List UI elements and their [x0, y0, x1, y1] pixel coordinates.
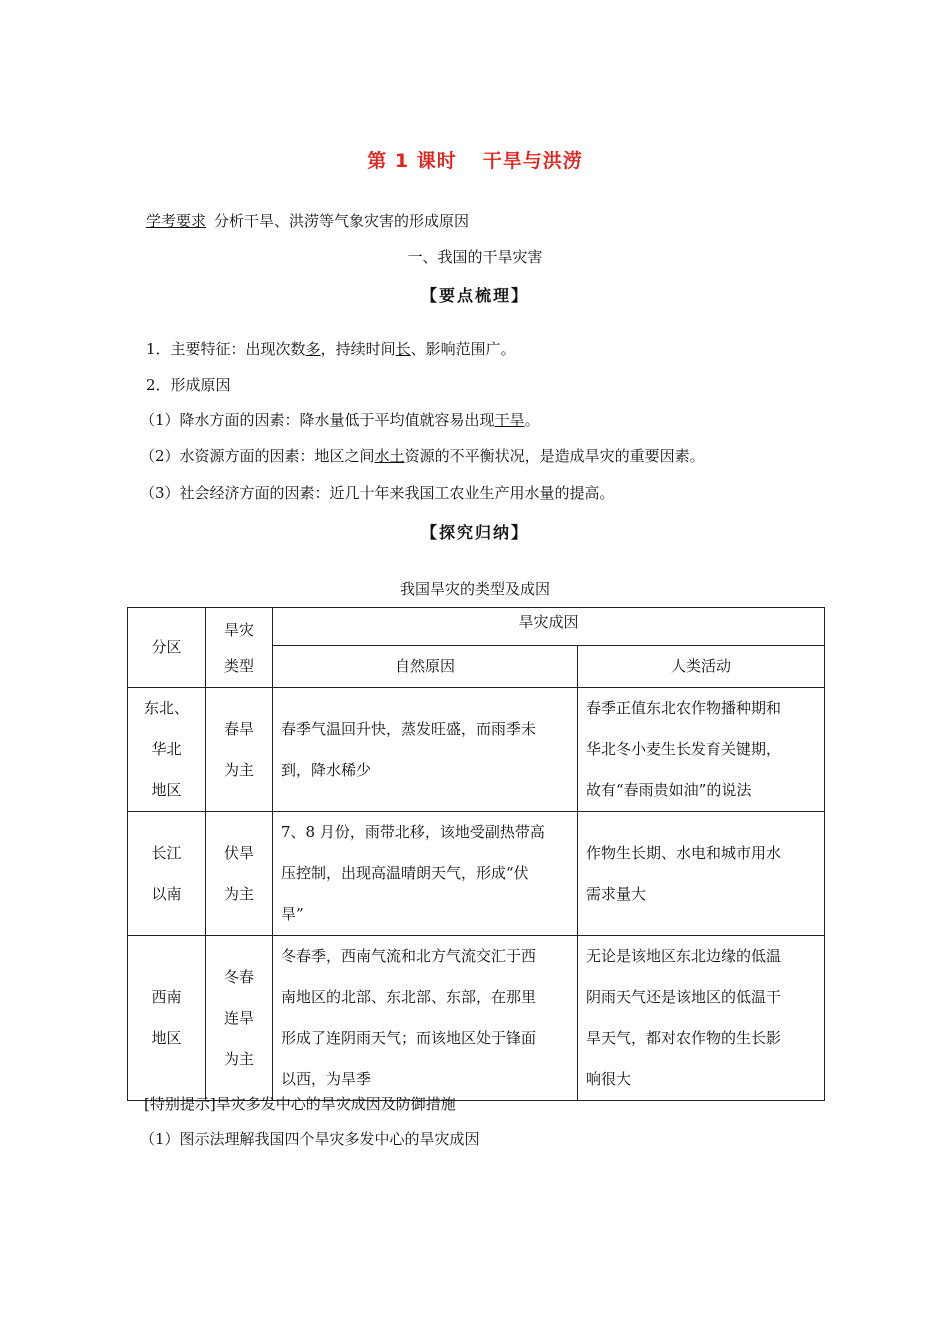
requirement-label: 学考要求	[146, 212, 207, 230]
point-2-2	[140, 445, 705, 466]
requirement-text: 分析干旱、洪涝等气象灾害的形成原因	[214, 212, 470, 230]
point-1-text-a: 1．主要特征：出现次数	[146, 340, 306, 358]
cell-natural	[273, 812, 578, 936]
exam-requirement	[146, 210, 469, 231]
natural-line: 7、8 月份，雨带北移，该地受副热带高	[281, 823, 545, 841]
table-header-row	[128, 608, 825, 646]
region-line: 长江	[151, 843, 182, 862]
region-line: 以南	[151, 884, 182, 903]
human-line: 旱天气，都对农作物的生长影	[586, 1029, 782, 1047]
point-1-text-c: ，持续时间	[320, 340, 396, 358]
header-type-line-2: 类型	[223, 656, 254, 675]
special-tip-item: （1）图示法理解我国四个旱灾多发中心的旱灾成因	[140, 1130, 480, 1148]
inquiry-heading: 【探究归纳】	[420, 523, 529, 542]
point-2-2-text: （2）水资源方面的因素：地区之间	[140, 447, 375, 465]
cell-region	[128, 936, 206, 1101]
point-2-2-end: 资源的不平衡状况，是造成旱灾的重要因素。	[404, 447, 705, 465]
human-line: 作物生长期、水电和城市用水	[586, 843, 782, 862]
type-line: 连旱	[223, 1008, 254, 1027]
type-line: 伏旱	[223, 843, 254, 862]
natural-line: 压控制，出现高温晴朗天气，形成“伏	[281, 864, 529, 882]
region-line: 东北、	[143, 699, 189, 717]
type-line: 冬春	[223, 967, 254, 986]
point-2-3: （3）社会经济方面的因素：近几十年来我国工农业生产用水量的提高。	[140, 484, 615, 502]
cell-type	[206, 936, 273, 1101]
natural-line: 南地区的北部、东北部、东部，在那里	[281, 988, 537, 1006]
type-line: 为主	[223, 1049, 254, 1068]
cell-type	[206, 812, 273, 936]
type-line: 为主	[223, 760, 254, 779]
point-1	[146, 338, 516, 359]
cell-natural	[273, 936, 578, 1101]
region-line: 地区	[151, 1029, 182, 1047]
header-human: 人类活动	[578, 646, 825, 688]
natural-line: 以西，为旱季	[281, 1070, 372, 1088]
title-lesson: 第 1 课时	[367, 150, 457, 172]
table-row	[128, 936, 825, 1101]
cell-human	[578, 812, 825, 936]
cell-natural	[273, 688, 578, 812]
point-2-2-blank: 水土	[374, 447, 405, 465]
point-2: 2．形成原因	[146, 376, 231, 394]
natural-line: 旱”	[281, 905, 304, 923]
natural-line: 到，降水稀少	[281, 760, 372, 779]
header-natural: 自然原因	[273, 646, 578, 688]
point-2-1-blank: 干旱	[494, 411, 525, 429]
natural-line: 春季气温回升快，蒸发旺盛，而雨季未	[281, 719, 537, 738]
human-line: 无论是该地区东北边缘的低温	[586, 947, 782, 965]
key-points-heading: 【要点梳理】	[420, 286, 529, 305]
point-2-1-text: （1）降水方面的因素：降水量低于平均值就容易出现	[140, 411, 495, 429]
region-line: 西南	[151, 988, 182, 1006]
header-region: 分区	[128, 608, 206, 688]
point-2-1	[140, 409, 540, 430]
cell-human	[578, 688, 825, 812]
human-line: 华北冬小麦生长发育关键期，	[586, 740, 782, 758]
table-caption: 我国旱灾的类型及成因	[399, 580, 550, 598]
header-cause: 旱灾成因	[273, 608, 825, 646]
point-2-1-end: 。	[524, 411, 540, 429]
title-topic: 干旱与洪涝	[482, 150, 583, 172]
cell-type	[206, 688, 273, 812]
cell-region	[128, 812, 206, 936]
header-type	[206, 608, 273, 688]
point-1-text-e: 、影响范围广。	[410, 340, 516, 358]
point-1-blank-1: 多	[305, 340, 321, 358]
human-line: 春季正值东北农作物播种期和	[586, 699, 782, 717]
human-line: 阴雨天气还是该地区的低温干	[586, 988, 782, 1006]
human-line: 故有“春雨贵如油”的说法	[586, 781, 752, 799]
region-line: 华北	[151, 740, 182, 758]
table-row	[128, 688, 825, 812]
drought-table	[127, 607, 825, 1101]
cell-human	[578, 936, 825, 1101]
section-heading: 一、我国的干旱灾害	[407, 248, 543, 266]
natural-line: 形成了连阴雨天气；而该地区处于锋面	[281, 1029, 537, 1047]
type-line: 春旱	[223, 719, 254, 738]
cell-region	[128, 688, 206, 812]
human-line: 需求量大	[586, 884, 647, 903]
header-type-line-1: 旱灾	[223, 620, 254, 639]
page-title	[0, 146, 950, 173]
natural-line: 冬春季，西南气流和北方气流交汇于西	[281, 947, 537, 965]
human-line: 响很大	[586, 1070, 632, 1088]
table-row	[128, 812, 825, 936]
region-line: 地区	[151, 781, 182, 799]
special-tip: [特别提示]旱灾多发中心的旱灾成因及防御措施	[144, 1095, 456, 1113]
point-1-blank-2: 长	[395, 340, 411, 358]
type-line: 为主	[223, 884, 254, 903]
